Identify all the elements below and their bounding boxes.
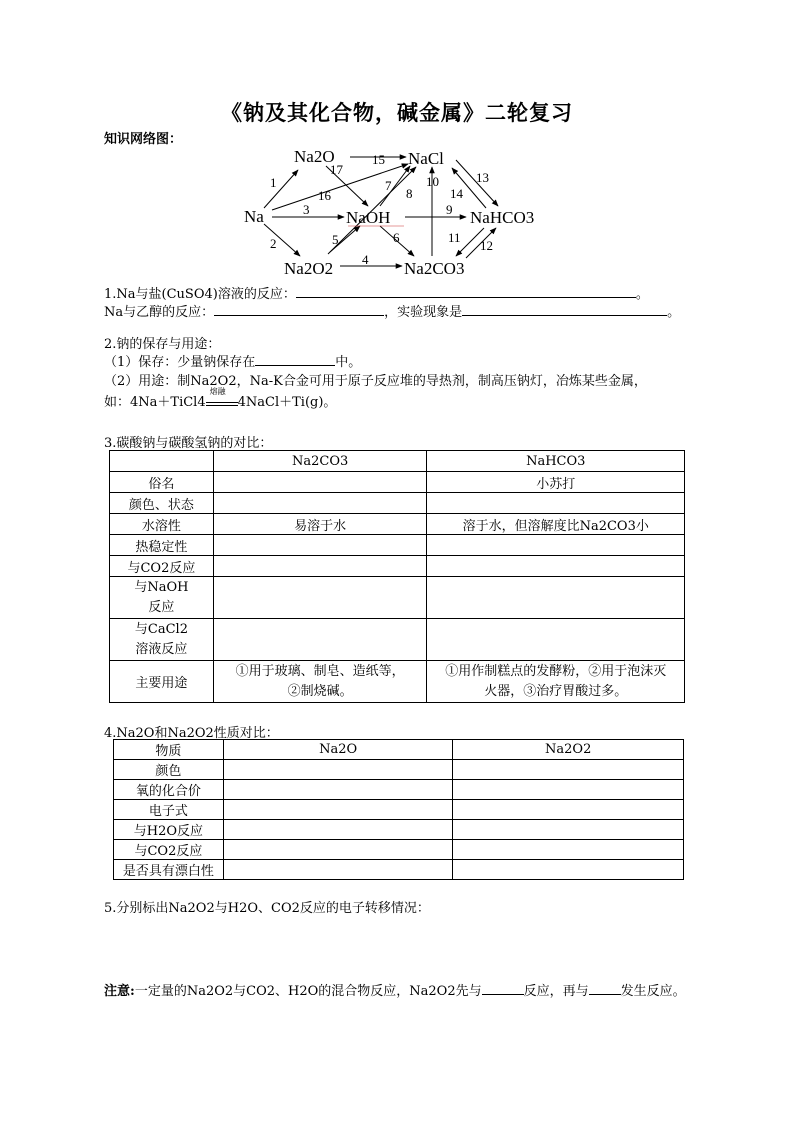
blank-second-reactant[interactable] xyxy=(589,981,621,995)
table-cell: 与NaOH 反应 xyxy=(110,577,214,619)
table-row xyxy=(114,760,684,780)
node-nacl: NaCl xyxy=(408,149,444,168)
table-row xyxy=(114,840,684,860)
edge-label-5: 5 xyxy=(332,232,339,247)
table-cell: Na2O xyxy=(223,740,453,760)
node-na2o2: Na2O2 xyxy=(284,259,334,278)
table-cell: 俗名 xyxy=(110,472,214,493)
table-cell[interactable] xyxy=(223,760,453,780)
table-row xyxy=(114,820,684,840)
table-cell[interactable] xyxy=(223,840,453,860)
table-cell: 中。 xyxy=(335,355,362,370)
q1-line-1 xyxy=(104,283,649,302)
table-cell[interactable] xyxy=(427,493,685,514)
q3-heading: 3.碳酸钠与碳酸氢钠的对比： xyxy=(104,436,273,451)
edge-label-13: 13 xyxy=(476,170,489,185)
edge-label-4: 4 xyxy=(362,252,369,267)
reaction-network-diagram xyxy=(230,140,570,280)
edge-label-12: 12 xyxy=(480,238,493,253)
table-row xyxy=(114,780,684,800)
table-cell[interactable] xyxy=(427,577,685,619)
table-cell: 主要用途 xyxy=(110,661,214,703)
table-cell: 是否具有漂白性 xyxy=(114,860,224,880)
table-cell: NaHCO3 xyxy=(427,451,685,472)
table-cell: 氧的化合价 xyxy=(114,780,224,800)
table-cell: 发生反应。 xyxy=(620,984,686,999)
table-cell: Na与乙醇的反应： xyxy=(104,305,215,320)
table-cell: 如：4Na＋TiCl4 xyxy=(104,395,206,410)
table-cell: 与CO2反应 xyxy=(110,556,214,577)
edge-label-6: 6 xyxy=(393,230,400,245)
oxide-comparison-table xyxy=(113,739,684,880)
table-cell: 颜色、状态 xyxy=(110,493,214,514)
table-cell xyxy=(110,451,214,472)
table-cell: 一定量的Na2O2与CO2、H2O的混合物反应，Na2O2先与 xyxy=(134,984,482,999)
table-cell: 易溶于水 xyxy=(213,514,427,535)
table-cell[interactable] xyxy=(223,860,453,880)
table-cell: 与H2O反应 xyxy=(114,820,224,840)
table-cell: ，实验现象是 xyxy=(384,305,463,320)
network-label: 知识网络图： xyxy=(104,132,183,147)
edge-label-1: 1 xyxy=(270,175,277,190)
note-label: 注意: xyxy=(104,984,135,999)
table-cell[interactable] xyxy=(427,556,685,577)
table-cell: （1）保存：少量钠保存在 xyxy=(104,355,256,370)
table-cell[interactable] xyxy=(213,619,427,661)
edge-label-16: 16 xyxy=(318,188,331,203)
table-cell: 电子式 xyxy=(114,800,224,820)
table-row xyxy=(110,661,685,703)
table-cell: 。 xyxy=(667,305,681,320)
table-row xyxy=(110,535,685,556)
edge-label-14: 14 xyxy=(450,186,463,201)
carbonate-comparison-table xyxy=(109,450,685,703)
blank-storage[interactable] xyxy=(255,352,335,366)
edge-label-15: 15 xyxy=(372,152,385,167)
table-cell: 4NaCl＋Ti(g)。 xyxy=(237,395,337,410)
blank-first-reactant[interactable] xyxy=(482,981,524,995)
table-cell[interactable] xyxy=(453,860,684,880)
table-cell: Na2O2 xyxy=(453,740,684,760)
node-nahco3: NaHCO3 xyxy=(470,208,535,227)
table-cell[interactable] xyxy=(223,800,453,820)
table-header-row xyxy=(110,451,685,472)
edge-label-2: 2 xyxy=(270,236,277,251)
node-naoh: NaOH xyxy=(346,208,391,227)
table-row xyxy=(110,577,685,619)
node-na2co3: Na2CO3 xyxy=(404,259,465,278)
table-cell[interactable] xyxy=(213,577,427,619)
table-cell[interactable] xyxy=(213,535,427,556)
table-cell[interactable] xyxy=(453,820,684,840)
edge-label-7: 7 xyxy=(385,178,392,193)
table-row xyxy=(114,860,684,880)
table-cell: 。 xyxy=(635,287,649,302)
table-cell[interactable] xyxy=(223,780,453,800)
table-cell: 水溶性 xyxy=(110,514,214,535)
q1-line-2 xyxy=(104,301,680,320)
q2-heading: 2.钠的保存与用途： xyxy=(104,337,221,352)
node-na: Na xyxy=(244,207,264,226)
table-header-row xyxy=(114,740,684,760)
table-cell: ①用作制糕点的发酵粉，②用于泡沫灭 火器，③治疗胃酸过多。 xyxy=(427,661,685,703)
table-row xyxy=(114,800,684,820)
edge-label-8: 8 xyxy=(406,186,413,201)
table-cell: Na2CO3 xyxy=(213,451,427,472)
table-cell[interactable] xyxy=(453,760,684,780)
table-cell[interactable] xyxy=(223,820,453,840)
node-na2o: Na2O xyxy=(294,147,335,166)
table-row xyxy=(110,514,685,535)
edge-label-17: 17 xyxy=(330,162,343,177)
table-cell: 热稳定性 xyxy=(110,535,214,556)
q5-heading: 5.分别标出Na2O2与H2O、CO2反应的电子转移情况： xyxy=(104,901,430,916)
table-cell[interactable] xyxy=(453,800,684,820)
edge-label-11: 11 xyxy=(448,230,461,245)
table-cell[interactable] xyxy=(427,535,685,556)
table-cell: 颜色 xyxy=(114,760,224,780)
table-cell[interactable] xyxy=(213,556,427,577)
q4-heading: 4.Na2O和Na2O2性质对比： xyxy=(104,726,279,741)
table-row xyxy=(110,493,685,514)
table-row xyxy=(110,556,685,577)
blank-experiment-phenomenon[interactable] xyxy=(462,302,667,316)
blank-ethanol-reaction[interactable] xyxy=(214,302,384,316)
edge-label-10: 10 xyxy=(426,174,439,189)
table-row xyxy=(110,619,685,661)
table-cell[interactable] xyxy=(453,780,684,800)
table-cell[interactable] xyxy=(213,472,427,493)
table-cell: 反应，再与 xyxy=(523,984,589,999)
table-cell[interactable] xyxy=(213,493,427,514)
q2-equation xyxy=(104,386,337,410)
table-cell[interactable] xyxy=(427,619,685,661)
edge-label-3: 3 xyxy=(303,202,310,217)
table-cell[interactable] xyxy=(453,840,684,860)
table-cell: 与CaCl2 溶液反应 xyxy=(110,619,214,661)
table-cell: 溶于水，但溶解度比Na2CO3小 xyxy=(427,514,685,535)
table-cell: 小苏打 xyxy=(427,472,685,493)
page-title: 《钠及其化合物，碱金属》二轮复习 xyxy=(221,100,573,125)
table-cell: 物质 xyxy=(114,740,224,760)
note-line xyxy=(104,980,686,999)
table-cell: 与CO2反应 xyxy=(114,840,224,860)
q2-save-line xyxy=(104,351,361,370)
edge-label-9: 9 xyxy=(446,202,453,217)
blank-cuso4-reaction[interactable] xyxy=(296,284,636,298)
table-cell: 熔融 xyxy=(209,386,226,396)
table-row xyxy=(110,472,685,493)
table-cell: ①用于玻璃、制皂、造纸等， ②制烧碱。 xyxy=(213,661,427,703)
q2-use-line: （2）用途：制Na2O2，Na-K合金可用于原子反应堆的导热剂，制高压钠灯，冶炼某些金属， xyxy=(104,374,647,389)
table-cell: 1.Na与盐(CuSO4)溶液的反应： xyxy=(104,287,296,302)
